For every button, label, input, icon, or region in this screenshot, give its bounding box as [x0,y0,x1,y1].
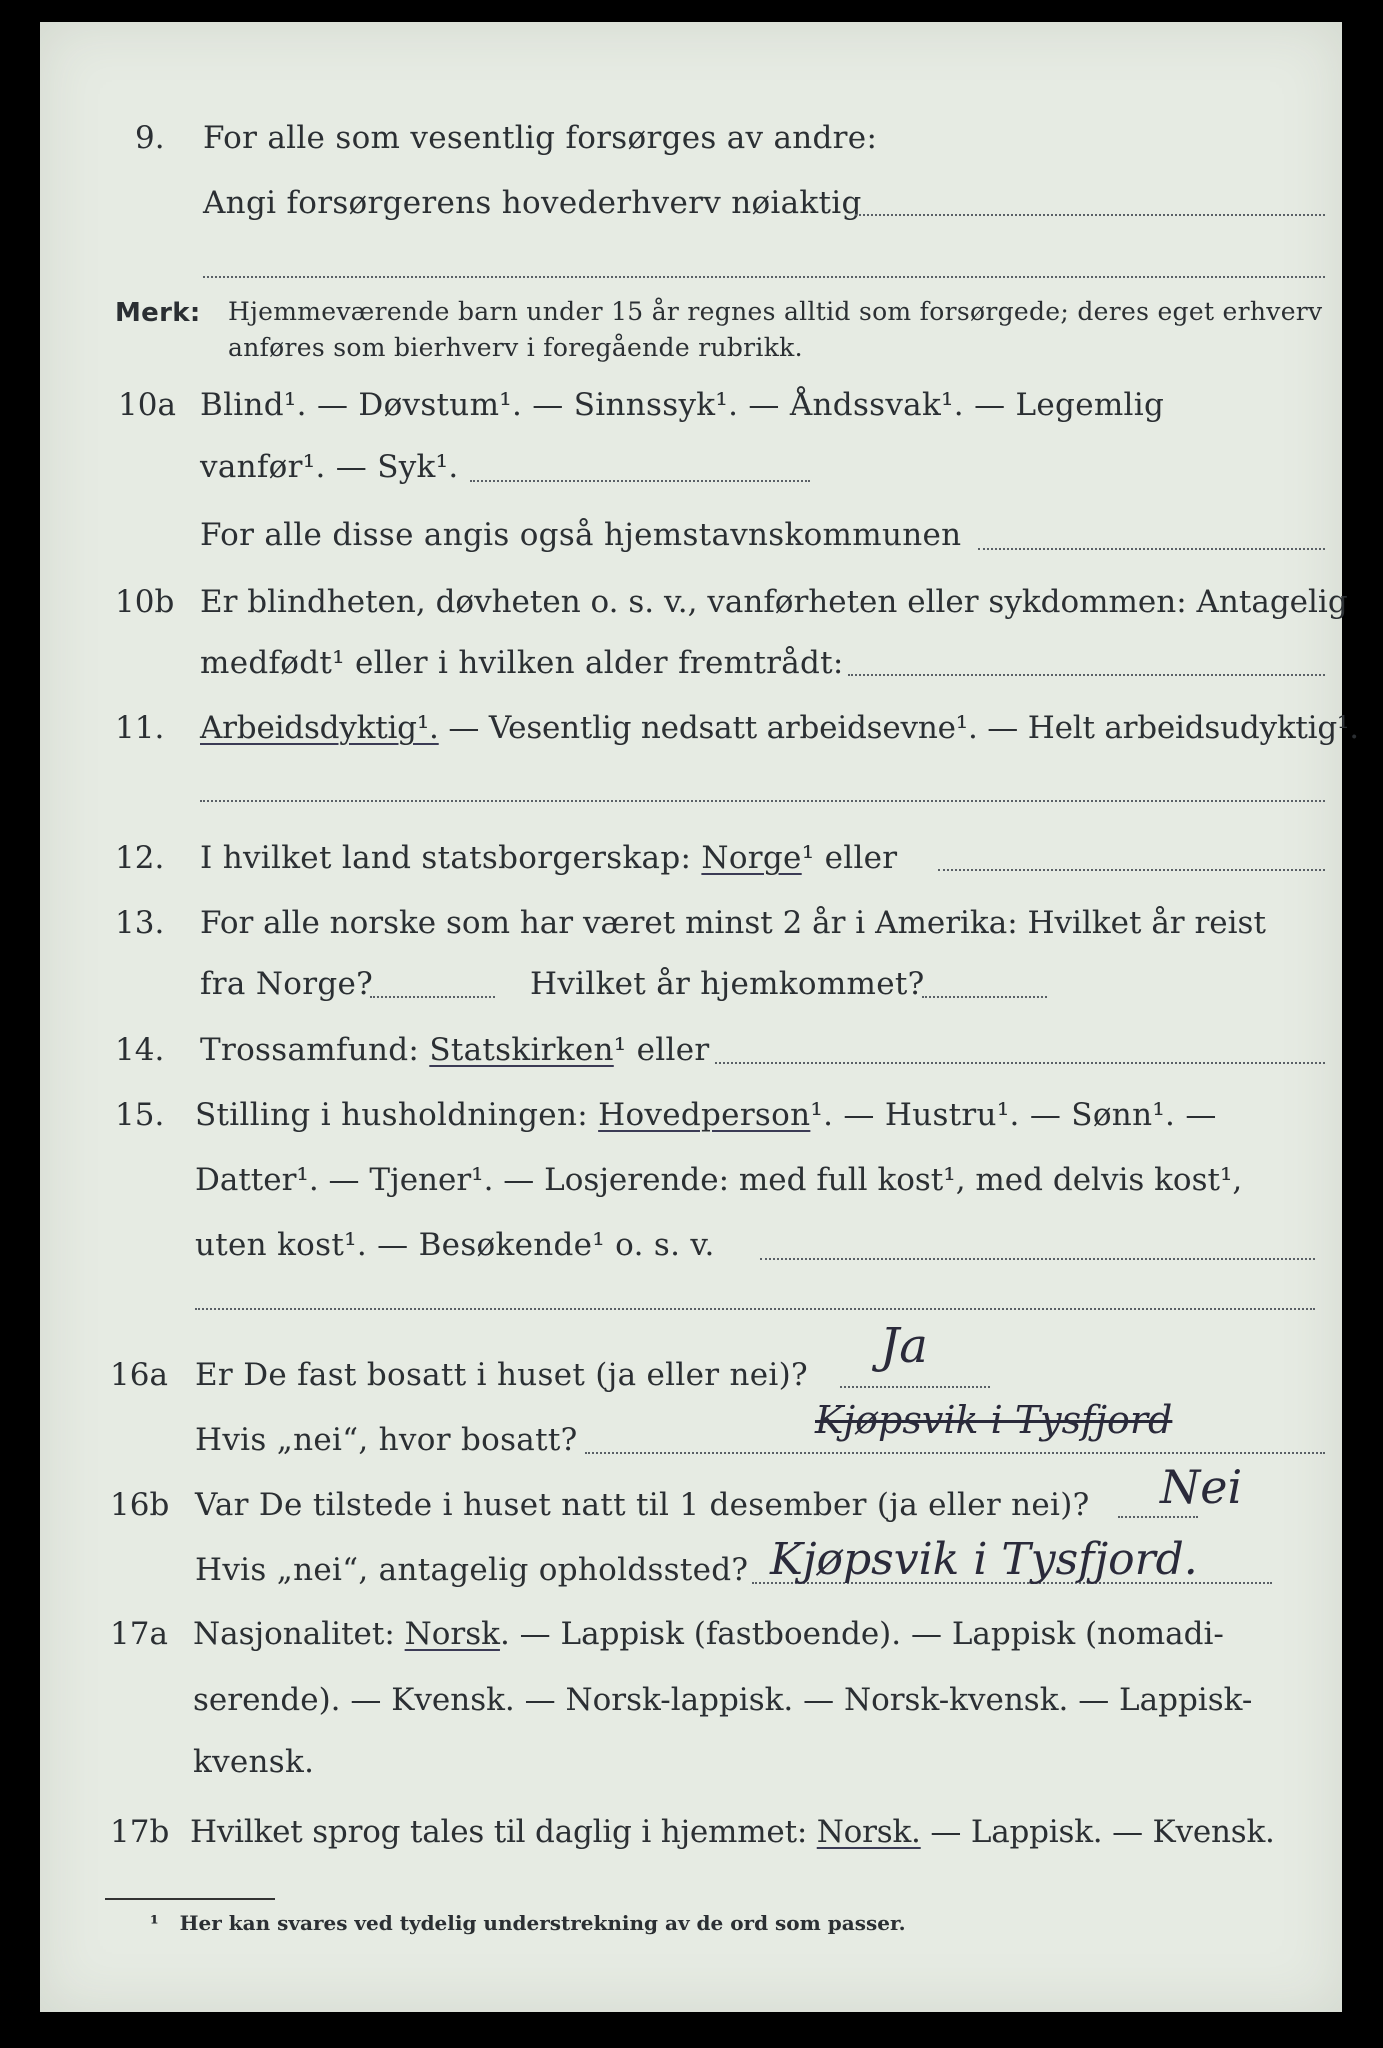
q16b-line1: Var De tilstede i huset natt til 1 desember (ja eller nei)? [195,1487,1090,1523]
q17b-option-norsk-underlined: Norsk. [816,1814,921,1850]
q11-number: 11. [115,710,165,746]
q16b-handwritten-place: Kjøpsvik i Tysfjord. [770,1534,1198,1585]
q17a-pre: Nasjonalitet: [193,1616,395,1652]
q15-option-hovedperson-underlined: Hovedperson [598,1097,811,1133]
q16a-handwritten-struck-place: Kjøpsvik i Tysfjord [815,1398,1173,1442]
q10a-answer-line2 [978,548,1325,550]
q14-option-statskirken-underlined: Statskirken [429,1032,614,1068]
q13-year-return-line [922,996,1047,998]
q11-answer-line [200,800,1325,802]
q9-answer-line [855,214,1325,216]
q15-post: ¹. — Hustru¹. — Sønn¹. — [810,1097,1217,1133]
q10b-line1: Er blindheten, døvheten o. s. v., vanførheten eller sykdommen: Antagelig [200,584,1348,620]
footnote-text: Her kan svares ved tydelig understrekning av de ord som passer. [179,1911,906,1935]
q10a-line3: For alle disse angis også hjemstavnskommunen [200,517,962,553]
merk-line2: anføres som bierhverv i foregående rubrikk. [228,333,803,362]
q12-pre: I hvilket land statsborgerskap: [200,840,692,876]
q17a-line3: kvensk. [193,1744,315,1780]
merk-line1: Hjemmeværende barn under 15 år regnes alltid som forsørgede; deres eget erhverv [228,297,1323,326]
q16a-answer-line2 [585,1452,1325,1454]
q17b-line [190,1812,1275,1852]
q16a-line1: Er De fast bosatt i huset (ja eller nei)? [195,1357,808,1393]
q15-number: 15. [115,1097,165,1133]
q16a-number: 16a [110,1357,168,1393]
footnote-mark: ¹ [150,1911,159,1935]
q10b-answer-line [848,674,1325,676]
q12-line [200,838,897,878]
q16a-answer-line [840,1386,990,1388]
q10a-answer-line [470,480,810,482]
q10b-number: 10b [115,584,175,620]
q16b-handwritten-answer: Nei [1160,1460,1243,1514]
q12-number: 12. [115,840,165,876]
q9-line2: Angi forsørgerens hovederhverv nøiaktig [203,185,862,221]
q11-rest: — Vesentlig nedsatt arbeidsevne¹. — Helt arbeidsudyktig¹. [438,710,1359,746]
q12-answer-line [938,869,1325,871]
merk-label: Merk: [115,298,201,328]
footnote-rule [105,1898,275,1900]
q14-number: 14. [115,1032,165,1068]
q9-number: 9. [135,120,165,156]
q17a-post: . — Lappisk (fastboende). — Lappisk (nomadi- [499,1616,1224,1652]
q14-answer-line [715,1062,1325,1064]
q11-option-arbeidsdyktig-underlined: Arbeidsdyktig¹. [200,710,439,746]
q10a-line1: Blind¹. — Døvstum¹. — Sinnssyk¹. — Åndssvak¹. — Legemlig [200,387,1165,423]
q17a-line1 [193,1614,1224,1654]
q15-answer-line [760,1258,1315,1260]
q11-line [200,708,1359,748]
q14-line [200,1030,710,1070]
q10b-line2: medfødt¹ eller i hvilken alder fremtrådt: [200,645,844,681]
q16b-answer-line [1118,1516,1198,1518]
footnote [150,1910,906,1936]
q16b-line2: Hvis „nei“, antagelig opholdssted? [195,1552,749,1588]
q14-post: ¹ eller [613,1032,710,1068]
q17b-pre: Hvilket sprog tales til daglig i hjemmet: [190,1814,808,1850]
q17b-post: — Lappisk. — Kvensk. [920,1814,1275,1850]
q13-line2b: Hvilket år hjemkommet? [530,966,925,1002]
q16a-handwritten-answer: Ja [880,1318,928,1374]
q14-pre: Trossamfund: [200,1032,420,1068]
q9-answer-line2 [203,276,1325,278]
q15-line3: uten kost¹. — Besøkende¹ o. s. v. [195,1227,715,1263]
q12-post: ¹ eller [801,840,898,876]
q17a-number: 17a [110,1616,168,1652]
q17a-option-norsk-underlined: Norsk [404,1616,500,1652]
q15-line1 [195,1095,1217,1135]
q12-option-norge-underlined: Norge [701,840,802,876]
q17a-line2: serende). — Kvensk. — Norsk-lappisk. — Norsk-kvensk. — Lappisk- [193,1682,1253,1718]
q9-line1: For alle som vesentlig forsørges av andre: [203,120,878,156]
q15-line2: Datter¹. — Tjener¹. — Losjerende: med full kost¹, med delvis kost¹, [195,1162,1243,1198]
q13-year-left-line [370,996,495,998]
q15-answer-line2 [195,1308,1315,1310]
q13-line2a: fra Norge? [200,966,374,1002]
q13-number: 13. [115,905,165,941]
q10a-number: 10a [118,387,176,423]
q17b-number: 17b [110,1814,170,1850]
q13-line1: For alle norske som har været minst 2 år i Amerika: Hvilket år reist [200,905,1266,941]
q16b-number: 16b [110,1487,170,1523]
q10a-line2: vanfør¹. — Syk¹. [200,449,459,485]
q16a-line2: Hvis „nei“, hvor bosatt? [195,1422,578,1458]
q15-pre: Stilling i husholdningen: [195,1097,588,1133]
